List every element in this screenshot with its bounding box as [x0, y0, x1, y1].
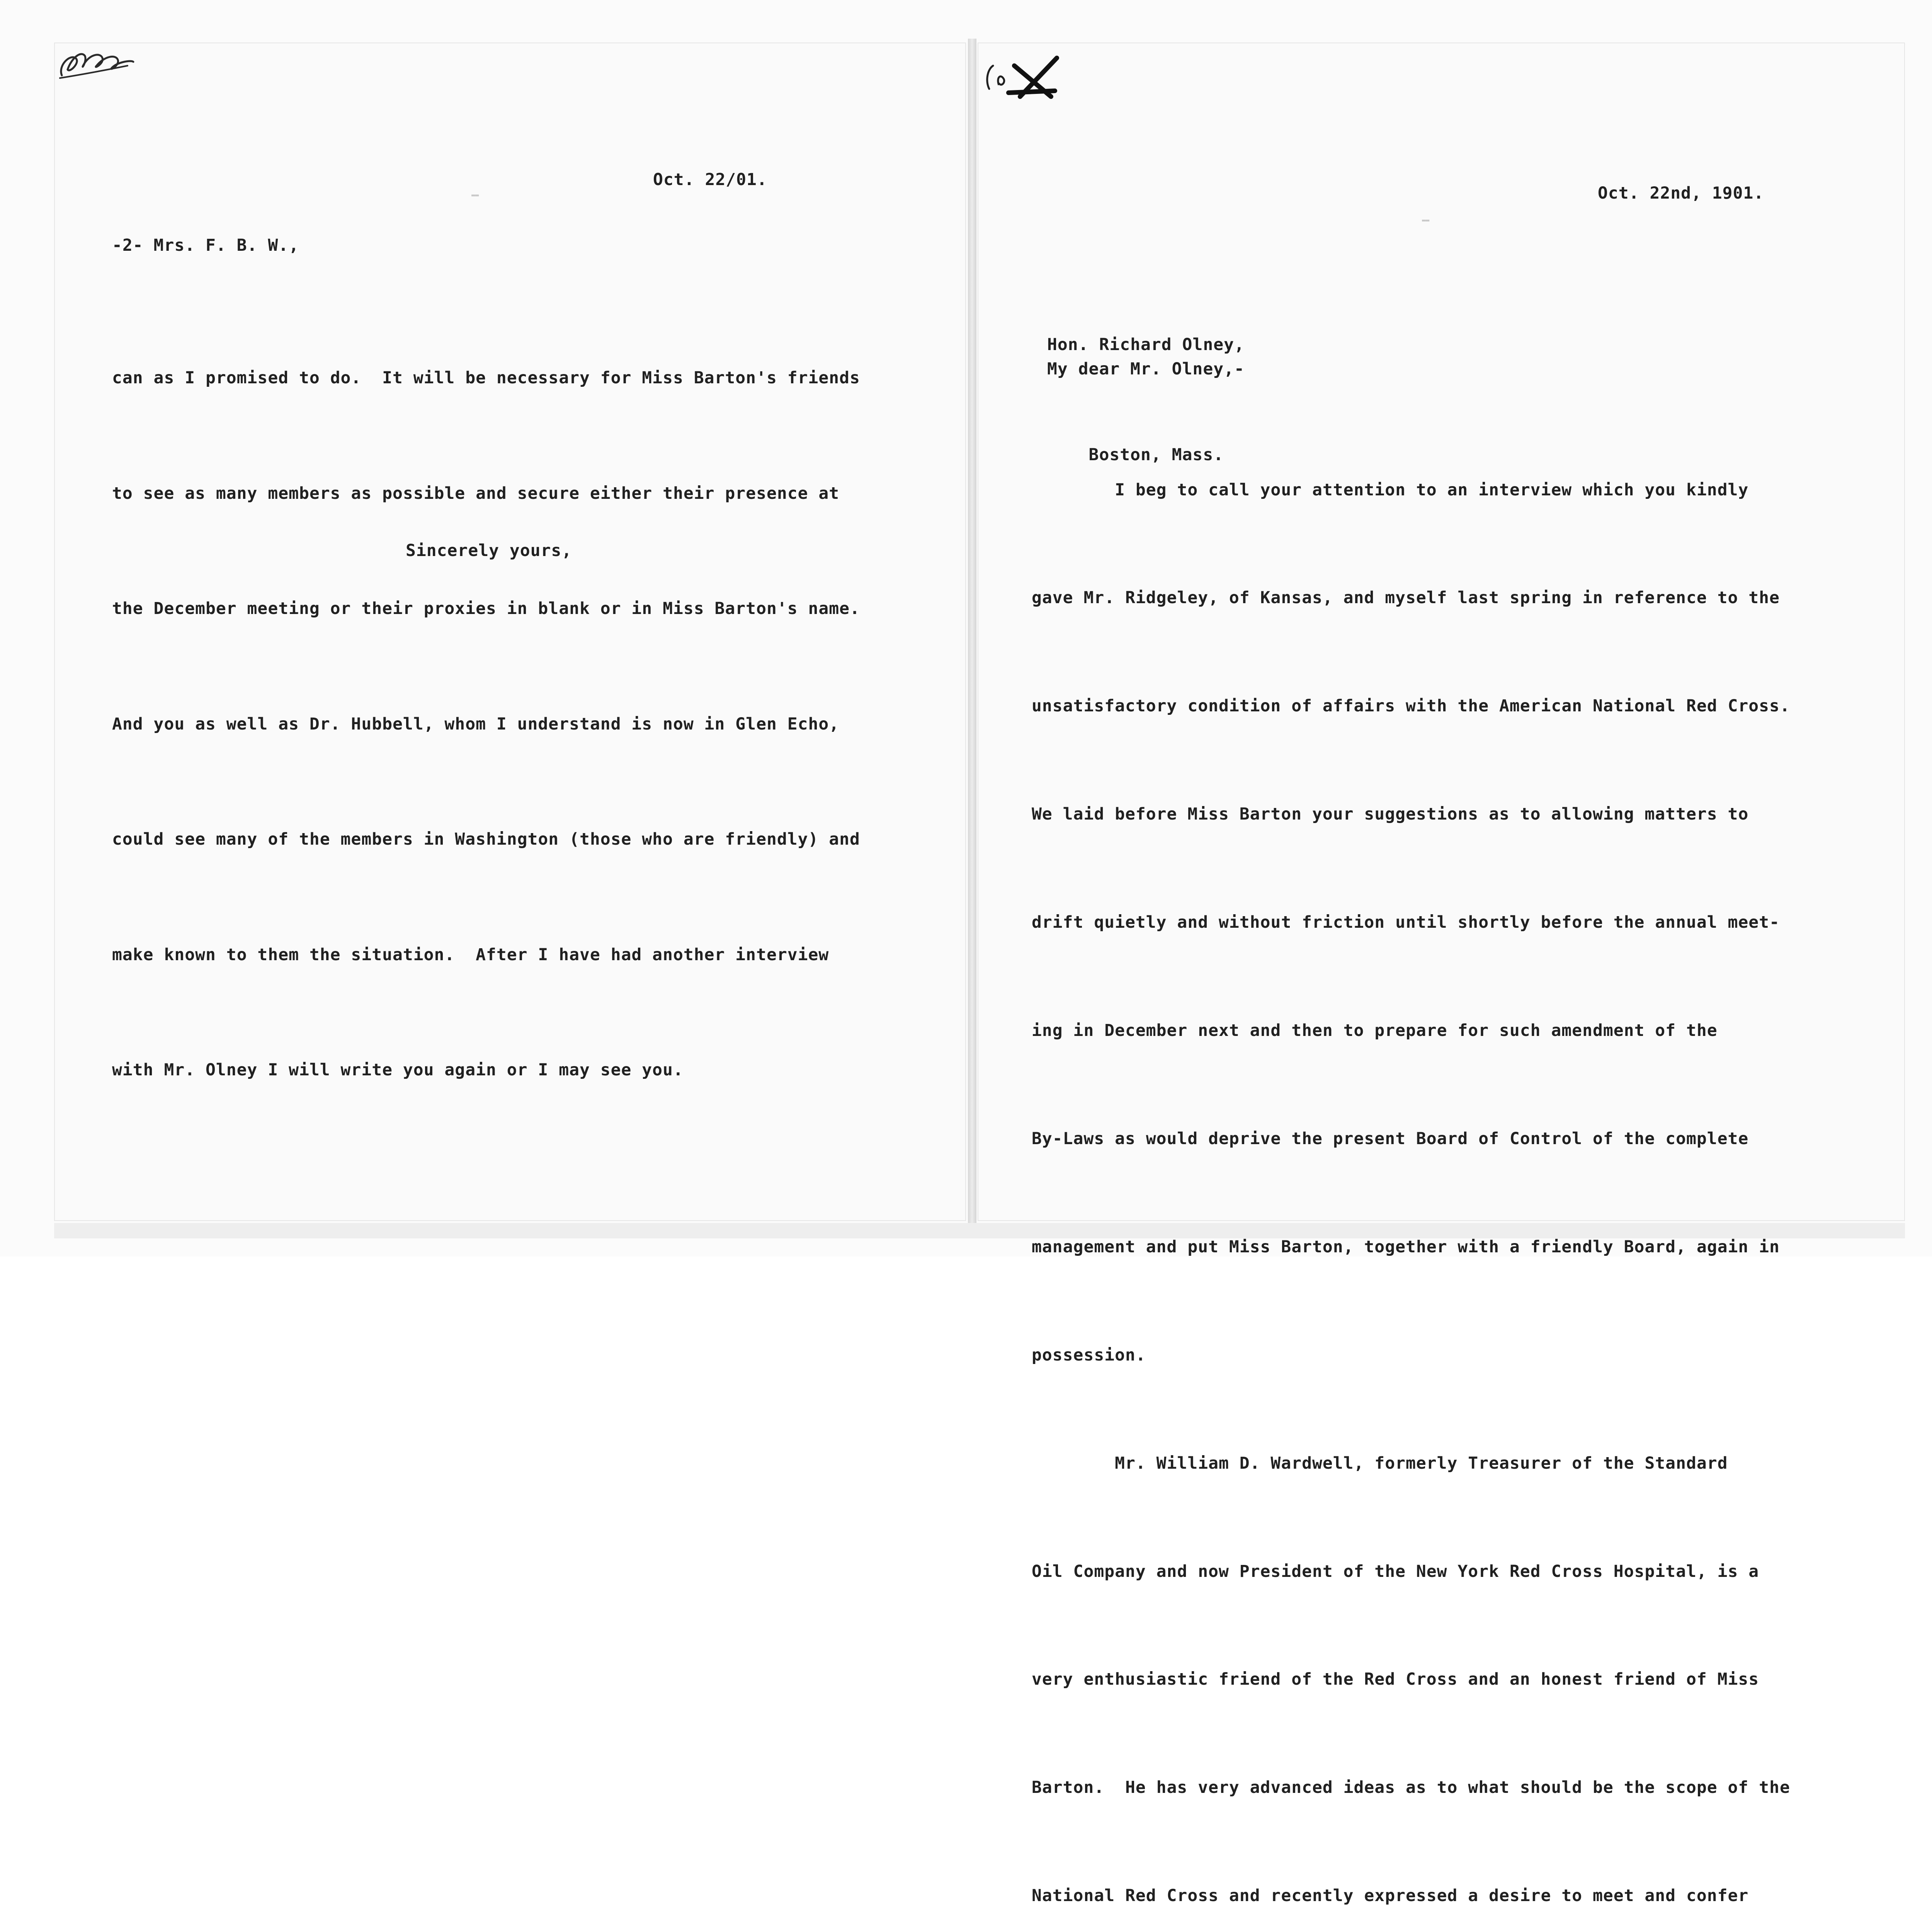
right-letter-body [1032, 400, 1801, 1932]
right-body-line: We laid before Miss Barton your suggestions as to allowing matters to [1032, 804, 1749, 824]
right-body-line: I beg to call your attention to an interview which you kindly [1032, 480, 1749, 500]
faint-stamp-mark: ▬▬ [471, 191, 479, 199]
page-fold-shadow [968, 39, 976, 1229]
salutation: My dear Mr. Olney,- [1047, 359, 1245, 379]
right-header-date: Oct. 22nd, 1901. [1598, 184, 1764, 203]
right-body-line: Oil Company and now President of the New York Red Cross Hospital, is a [1032, 1561, 1759, 1581]
left-page-marker: -2- Mrs. F. B. W., [112, 236, 299, 255]
address-line: Hon. Richard Olney, [1047, 335, 1245, 354]
handwritten-signature [54, 43, 139, 81]
right-body-line: possession. [1032, 1345, 1146, 1365]
right-letter-page [978, 43, 1905, 1906]
left-letter-page [54, 43, 966, 1221]
left-body-line: make known to them the situation. After I have had another interview [112, 945, 829, 964]
right-body-line: management and put Miss Barton, together with a friendly Board, again in [1032, 1237, 1780, 1257]
left-letter-body [112, 282, 860, 1167]
right-body-line: drift quietly and without friction until shortly before the annual meet- [1032, 913, 1780, 932]
left-body-line: can as I promised to do. It will be necessary for Miss Barton's friends [112, 368, 860, 388]
left-body-line: with Mr. Olney I will write you again or I may see you. [112, 1060, 684, 1080]
right-body-line: gave Mr. Ridgeley, of Kansas, and myself last spring in reference to the [1032, 588, 1780, 608]
right-body-line: Mr. William D. Wardwell, formerly Treasurer of the Standard [1032, 1453, 1728, 1473]
right-body-line: National Red Cross and recently expressed a desire to meet and confer [1032, 1886, 1749, 1906]
right-body-line: unsatisfactory condition of affairs with the American National Red Cross. [1032, 696, 1790, 716]
faint-stamp-mark: ▬▬ [1422, 216, 1430, 224]
left-body-line: the December meeting or their proxies in blank or in Miss Barton's name. [112, 599, 860, 618]
left-body-line: could see many of the members in Washington (those who are friendly) and [112, 830, 860, 849]
right-body-line: ing in December next and then to prepare for such amendment of the [1032, 1021, 1718, 1041]
right-body-line: very enthusiastic friend of the Red Cross and an honest friend of Miss [1032, 1670, 1759, 1689]
right-body-line: Barton. He has very advanced ideas as to what should be the scope of the [1032, 1778, 1790, 1798]
left-header-date: Oct. 22/01. [653, 170, 767, 189]
handwritten-file-mark [978, 43, 1074, 100]
address-line: Boston, Mass. [1047, 445, 1224, 464]
left-body-line: And you as well as Dr. Hubbell, whom I understand is now in Glen Echo, [112, 714, 840, 734]
left-closing: Sincerely yours, [406, 541, 572, 560]
left-body-line: to see as many members as possible and secure either their presence at [112, 483, 840, 503]
right-body-line: By-Laws as would deprive the present Board of Control of the complete [1032, 1129, 1749, 1148]
